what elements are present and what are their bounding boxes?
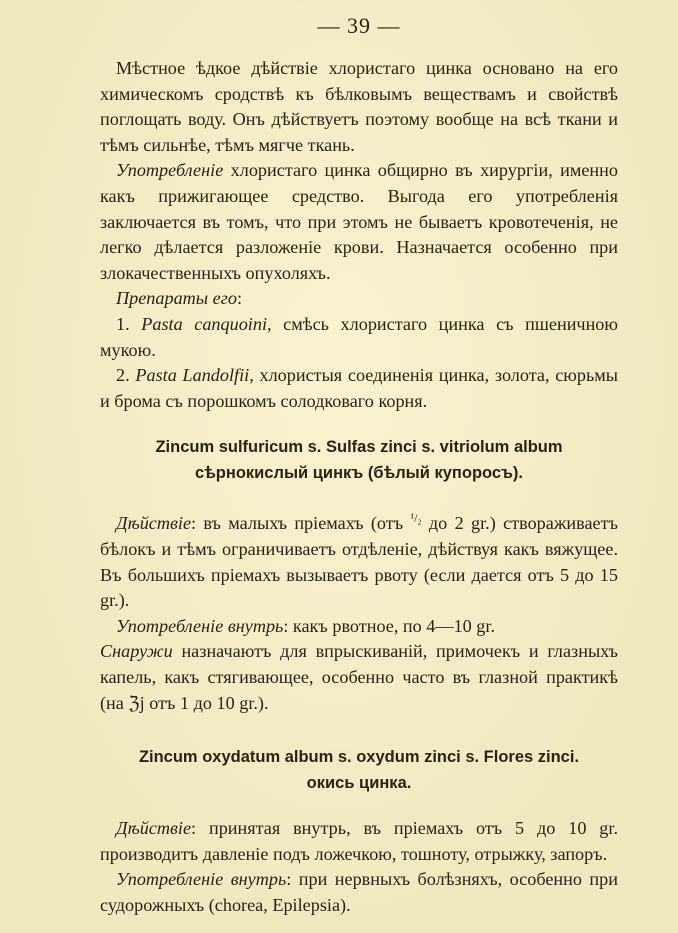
section-2-body (100, 816, 618, 918)
preparations-label: Препараты его (116, 288, 237, 309)
section-1-heading (100, 434, 618, 486)
section-2-title-latin: Zincum oxydatum album s. oxydum zinci s. Flores zinci. (138, 748, 580, 767)
section-1-body (100, 506, 618, 716)
section-2-use-label: Употребленіе внутрь (116, 869, 287, 890)
section-1-action-label: Дѣйствіе (116, 513, 192, 534)
section-1-use: Употребленіе внутрь: какъ рвотное, по 4—10 gr. (116, 615, 496, 636)
preparation-2: 2. Pasta Landolfii, хлористыя соединенія цинка, золота, сюрьмы и брома съ порошкомъ солодковаго корня. (100, 365, 619, 411)
section-2-action-label: Дѣйствіе (116, 818, 192, 839)
usage-text: хлористаго цинка общирно въ хирургіи, именно какъ прижигающее средство. Выгода его употребленія заключается въ томъ, что при этомъ не бываетъ кровотеченія, не легко дѣлается разложеніе крови. Назначается особенно при злокачественныхъ опухоляхъ. (100, 160, 618, 283)
fraction-half: ¹/₂ (410, 511, 422, 526)
section-2-use: Употребленіе внутрь: при нервныхъ болѣзняхъ, особенно при судорожныхъ (chorea, Epilepsia). (100, 869, 618, 915)
section-1-title-latin: Zincum sulfuricum s. Sulfas zinci s. vitriolum album (155, 438, 563, 457)
section-2-title-russian: окись цинка. (306, 774, 412, 793)
page-number: — 39 — (317, 13, 401, 38)
preparation-2-text: хлористыя соединенія цинка, золота, сюрьмы и брома съ порошкомъ солодковаго корня. (100, 365, 619, 411)
preparation-1: 1. Pasta canquoini, смѣсь хлористаго цинка съ пшеничною мукою. (100, 313, 618, 360)
section-1-title-russian: сѣрнокислый цинкъ (бѣлый купоросъ). (195, 464, 523, 483)
intro-paragraph-1 (100, 56, 618, 158)
intro-p1-text: Мѣстное ѣдкое дѣйствіе хлористаго цинка основано на его химическомъ сродствѣ къ бѣлковымъ веществамъ и свойствѣ поглощать воду. Онъ дѣйствуетъ поэтому вообще на всѣ ткани и тѣмъ сильнѣе, тѣмъ мягче ткань. (100, 58, 618, 155)
preparation-1-text: смѣсь хлористаго цинка съ пшеничною мукою. (100, 313, 618, 360)
preparation-1-name: Pasta canquoini, (141, 313, 272, 334)
preparation-2-name: Pasta Landolfii, (135, 365, 254, 386)
section-1-action: Дѣйствіе: въ малыхъ пріемахъ (отъ $^{^1/_2}$ до 2 gr.) створаживаетъ бѣлокъ и тѣмъ ограничиваетъ отдѣленіе, дѣйствуя какъ вяжущее. Въ большихъ пріемахъ вызываетъ рвоту (если дается отъ 5 до 15 gr.). (100, 511, 618, 611)
intro-paragraph-2 (100, 158, 618, 286)
preparations-heading: Препараты его: (116, 288, 242, 309)
section-1-external: Снаружи назначаютъ для впрыскиваній, примочекъ и глазныхъ капель, какъ стягивающее, особенно часто въ глазной практикѣ (на ℨj отъ 1 до 10 gr.). (100, 641, 618, 713)
usage-label: Употребленіе (116, 160, 224, 181)
section-1-external-label: Снаружи (100, 641, 173, 662)
section-2-heading (100, 744, 618, 796)
section-1-use-label: Употребленіе внутрь (116, 615, 284, 636)
intro-block (100, 56, 618, 414)
section-2-action: Дѣйствіе: принятая внутрь, въ пріемахъ отъ 5 до 10 gr. производитъ давленіе подъ ложечкою, тошноту, отрыжку, запоръ. (100, 818, 618, 864)
